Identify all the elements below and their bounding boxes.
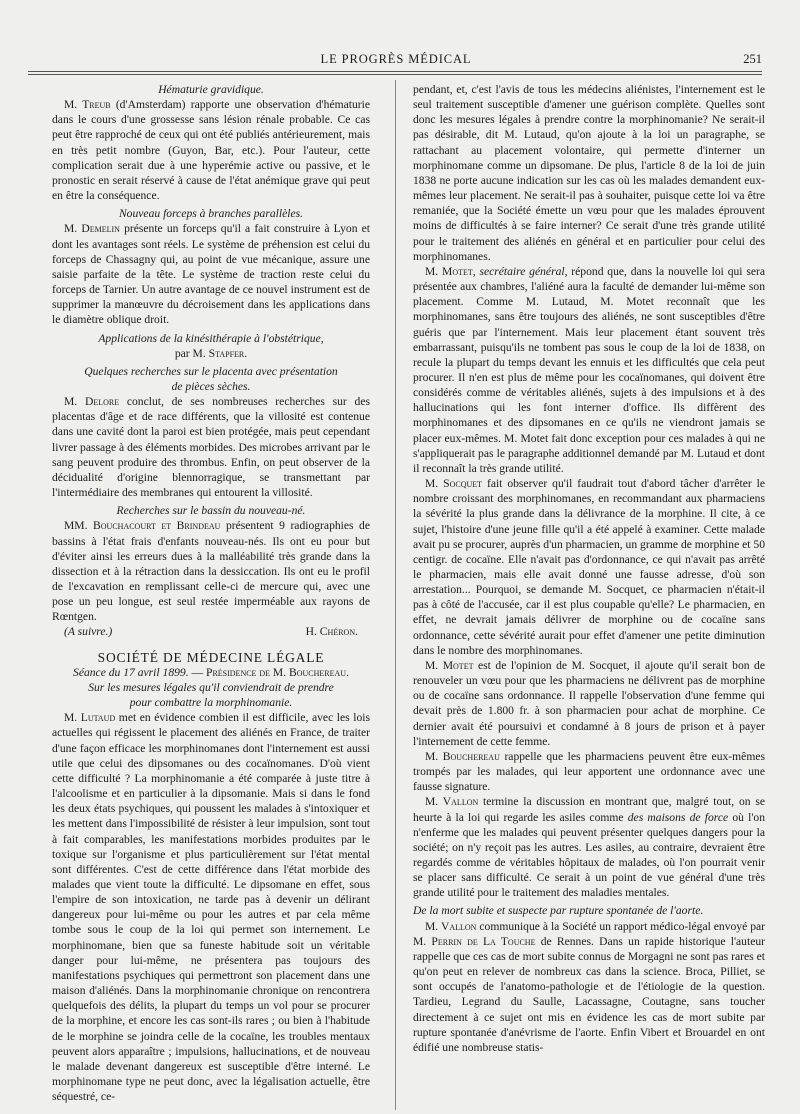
paragraph-lutaud xyxy=(52,710,370,1104)
paragraph-motet-1 xyxy=(413,264,765,476)
speaker-name: M. Vallon xyxy=(425,795,479,809)
session-date: Séance du 17 avril 1899. xyxy=(73,665,189,679)
right-column xyxy=(413,82,765,1055)
paragraph-text: de Rennes. Dans un rapide historique l'auteur rappelle que ces cas de mort subite connus de Morgagni ne sont pas rares et qu'on peut en relever de nombreux cas dans la science. Broca, Pilliet, se sont occupés de l'anatomo-pathologie et de l'étiologie de la question. Tardieu, Legrand du Saulle, Lacassagne, Coutagne, sans toucher directement à ce sujet ont mis en évidence les cas de mort subite par rupture spontanée d'anévrisme de l'aorte. Enfin Vibert et Brouardel en ont édifié une nombreuse statis- xyxy=(413,934,766,1054)
paragraph-text: termine la discussion en montrant que, malgré tout, on se heurte à la loi qui regarde les asiles comme xyxy=(413,795,765,824)
subsection-title: Sur les mesures légales qu'il conviendrait de prendre xyxy=(88,680,334,694)
paragraph-text: présente un forceps qu'il a fait construire à Lyon et dont les avantages sont réels. Le système de préhension est celui du forceps de Chassagny qui, au point de vue mécanique, assure une saisie parfaite de la tête. Le système de traction reste celui du forceps de Tarnier. Un autre avantage de ce nouvel instrument est de supprimer la manœuvre du décroisement dans les applications dans le diamètre oblique droit. xyxy=(52,222,370,327)
paragraph-bassin xyxy=(52,518,370,624)
speaker-name: M. Delore xyxy=(64,395,120,409)
section-title-placenta: Quelques recherches sur le placenta avec présentation xyxy=(84,364,338,378)
header-rule-thin xyxy=(28,74,762,75)
journal-title: LE PROGRÈS MÉDICAL xyxy=(320,52,472,66)
section-byline xyxy=(52,346,370,361)
session-line xyxy=(52,665,370,680)
speaker-name: M. Bouchereau xyxy=(425,749,500,763)
subsection-title-2: pour combattre la morphinomanie. xyxy=(129,696,293,710)
paragraph-placenta xyxy=(52,394,370,500)
paragraph-text: (d'Amsterdam) rapporte une observation d'hématurie dans le cours d'une grossesse sans lésion rénale probable. Ce cas peut être rapproché de ceux qui ont été publiés antérieurement, mais en très petit nombre (Guyon, Bar, etc.). Pour l'auteur, cette complication serait due à une hyperémie active ou passive, et le pronostic en serait réservé à cause de l'état anémique grave qui peut en être la conséquence. xyxy=(52,98,370,203)
section-title-bassin: Recherches sur le bassin du nouveau-né. xyxy=(116,504,306,518)
paragraph-motet-2 xyxy=(413,658,765,749)
author-signature: H. Chéron. xyxy=(305,625,358,639)
header-rule xyxy=(28,71,762,72)
paragraph-text: rappelle que les pharmaciens peuvent être eux-mêmes trompés par les malades, qui leur apportent une ordonnance avec une fausse signature. xyxy=(413,749,765,794)
speaker-name: M. Vallon xyxy=(425,919,477,933)
section-title-placenta-2: de pièces sèches. xyxy=(171,379,251,393)
italic-phrase: des maisons de force xyxy=(627,810,729,824)
speaker-name: M. Treub xyxy=(64,98,111,112)
paragraph-socquet xyxy=(413,476,765,658)
paragraph-text: met en évidence combien il est difficile, avec les lois actuelles qui régissent le placement des aliénés en France, de traiter d'une façon efficace les morphinomanes dont l'internement est aussi utile que celui des dipsomanes ou des cocaïnomanes. D'où vient cette difficulté ? La morphinomanie a été comparée à juste titre à l'alcoolisme et en particulier à la dipsomanie. Mais si dans le fond les deux états psychiques, qui poussent les malades à s'intoxiquer et les mettent dans l'impossibilité de résister à leur impulsion, sont tout à fait comparables, les manifestations morbides produites par le toxique sur l'organisme et plus particulièrement sur l'état mental sont différentes. C'est de cette différence dans l'état morbide des malades que vient toute la difficulté. Le dipsomane en effet, sous l'empire de son intoxication, ne tarde pas à devenir un délirant dangereux pour lui-même ou pour les autres et par cela même tombe sous le coup de la loi qui permet son internement. Le morphinomane, bien que sa funeste habitude soit un véritable danger pour lui-même, ne présentera pas toujours des manifestations psychiques qui permettront son placement dans une maison d'aliénés. Dans la morphinomanie chronique on rencontrera quelquefois des délits, la plupart du temps un vol pour se procurer de la morphine, et encore les cas sont-ils rares ; ou bien à l'habitude de le morphine se joindra celle de la cocaïne, les troubles mentaux peuvent alors apparaître ; impulsions, hallucinations, et de nouveau le malade devenant dangereux est susceptible d'être interné. Le morphinomane type ne peut donc, avec la légalisation actuelle, être séquestré, ce- xyxy=(52,711,371,1104)
paragraph-forceps xyxy=(52,221,370,327)
session-presidency: Présidence de M. Bouchereau. xyxy=(206,665,349,679)
left-column xyxy=(52,82,370,1104)
speaker-name: M. Socquet xyxy=(425,477,483,491)
paragraph-text: communique à la Société un rapport médico-légal envoyé par xyxy=(476,919,766,933)
paragraph-text: est de l'opinion de M. Socquet, il ajoute qu'il serait bon de renouveler un vœu pour que les pharmaciens ne délivrent pas de morphine ou de cocaïne sans ordonnance. Il rappelle l'observation d'une femme qui devait près de 1.800 fr. à son pharmacien pour achat de morphine. Ce dernier avait été poursuivi et condamné à 8 jours de prison et à payer l'internement de cette femme. xyxy=(413,658,766,748)
speaker-role: secrétaire général, xyxy=(475,264,568,278)
paragraph-text: répond que, dans la nouvelle loi qui sera présentée aux chambres, l'aliéné aura la faculté de demander lui-même son placement. Comme M. Lutaud, M. Motet reconnaît que les morphinomanes, sans être toujours des aliénés, ne sont susceptibles d'être guéris que par l'internement. Mais leur placement étant souvent très embarrassant, puisqu'ils ne tombent pas sous le coup de la loi de 1838, on recule la plupart du temps devant les ennuis et les difficultés que cela peut procurer. Il n'en est plus de même pour les cocaïnomanes, qui doivent être considérés comme de véritables aliénés, sujets à des impulsions et à des hallucinations qui les font interner d'office. Ils diffèrent des morphinomanes et des dipsomanes en ce qu'ils ne viendront jamais se placer eux-mêmes. M. Motet fait donc exception pour ces malades à qui ne s'appliquerait pas le paragraphe additionnel demandé par M. Lutaud et dont il reconnaît la très grande utilité. xyxy=(413,264,765,475)
paragraph-text: présentent 9 radiographies de bassins à l'état frais d'enfants nouveau-nés. Ils ont eu pour but d'éviter ainsi les erreurs dues à la malléabilité très grande dans la dissection et à la rétraction dans la dessiccation. Ils ont eu le profil de l'excavation en remplissant celle-ci de mercure qui, avec une pose un peu longue, est seul restée imperméable aux rayons de Rœntgen. xyxy=(52,519,371,624)
speaker-names: MM. Bouchacourt et Brindeau xyxy=(64,519,221,533)
to-be-continued: (A suivre.) xyxy=(64,625,113,639)
paragraph-bouchereau xyxy=(413,749,765,794)
running-head xyxy=(30,52,762,70)
paragraph-text: conclut, de ses nombreuses recherches sur des placentas d'âge et de race différents, que la villosité est contenue dans une cavité dont la paroi est bien protégée, mais peut cependant livrer passage à des éléments morbides. Des microbes arrivant par le sang peuvent produire des thrombus. Enfin, on peut observer de la décidualité d'origine blennorragique, se transmettant par l'intermédiaire des membranes qui entourent la villosité. xyxy=(52,395,370,500)
paragraph-hematurie xyxy=(52,97,370,203)
speaker-name: M. Lutaud xyxy=(64,711,116,725)
section-title-hematurie: Hématurie gravidique. xyxy=(158,83,264,96)
session-separator: — xyxy=(188,665,206,679)
speaker-name: M. Demelin xyxy=(64,222,120,236)
speaker-name: M. Motet xyxy=(425,658,474,672)
column-divider xyxy=(395,80,396,1110)
byline-name: Stapfer. xyxy=(208,346,248,360)
paragraph-text: où l'on n'enferme que les malades qui peuvent présenter quelques dangers pour la société; on n'y reçoit pas les autres. Les asiles, au contraire, devraient être regardés comme de véritables hôpitaux de malades, où l'on pourrait venir se placer sans difficulté. Ce serait à un point de vue général d'une très grande utilité pour le traitement des maladies mentales. xyxy=(413,810,765,900)
paragraph-text: fait observer qu'il faudrait tout d'abord tâcher d'arrêter le nombre croissant des morphinomanes, en recommandant aux pharmaciens la sévérité la plus grande dans la délivrance de la morphine. Il cite, à ce sujet, l'histoire d'une jeune fille qu'il a été appelé à examiner. Cette malade avait pu se procurer, auprès d'un pharmacien, un gramme de morphine et 50 centigr. de cocaïne. Elle n'avait pas d'ordonnance, ce qui n'avait pas arrêté le pharmacien, mais elle avait donné une fausse adresse, d'où son arrestation... Pourquoi, se demande M. Socquet, ce pharmacien n'était-il pas à côté de l'accusée, car il est plus coupable qu'elle? Le pharmacien, en effet, ne devrait jamais délivrer de morphine ou de cocaïne sans ordonnance, cette sévérité aurait pour effet d'amener une petite diminution dans le nombre des morphinomanes. xyxy=(413,477,765,657)
paragraph-vallon-2 xyxy=(413,919,765,1055)
byline-prefix: par M. xyxy=(174,346,209,360)
page-number: 251 xyxy=(743,52,762,66)
section-title-mort-subite: De la mort subite et suspecte par rupture spontanée de l'aorte. xyxy=(413,904,704,918)
section-title-forceps: Nouveau forceps à branches parallèles. xyxy=(118,207,304,221)
society-heading: SOCIÉTÉ DE MÉDECINE LÉGALE xyxy=(97,649,325,665)
speaker-name: M. Motet, xyxy=(425,264,476,278)
paragraph-continuation: pendant, et, c'est l'avis de tous les médecins aliénistes, l'internement est le seul traitement susceptible d'amener une guérison complète. Quelles sont donc les mesures légales à prendre contre la morphinomanie? Ne serait-il pas désirable, dit M. Lutaud, qu'on ajoute à la loi un paragraphe, se rattachant au placement volontaire, qui permette d'interner un morphinomane comme un dipsomane. De plus, l'article 8 de la loi de juin 1838 ne porte aucune indication sur les cas où les malades demandent eux-mêmes leur placement. Ne serait-il pas à souhaiter, puisque cette loi va être remaniée, que la Société émette un vœu pour que les malades éprouvent moins de difficultés à se faire interner? Ce serait d'une très grande utilité pour le traitement des aliénés en général et en particulier pour celui des morphinomanes. xyxy=(413,83,765,263)
paragraph-vallon-1 xyxy=(413,794,765,900)
section-title-kinesitherapie: Applications de la kinésithérapie à l'obstétrique, xyxy=(98,331,324,345)
report-author: M. Perrin de La Touche xyxy=(413,934,536,948)
signature-line xyxy=(52,624,370,639)
